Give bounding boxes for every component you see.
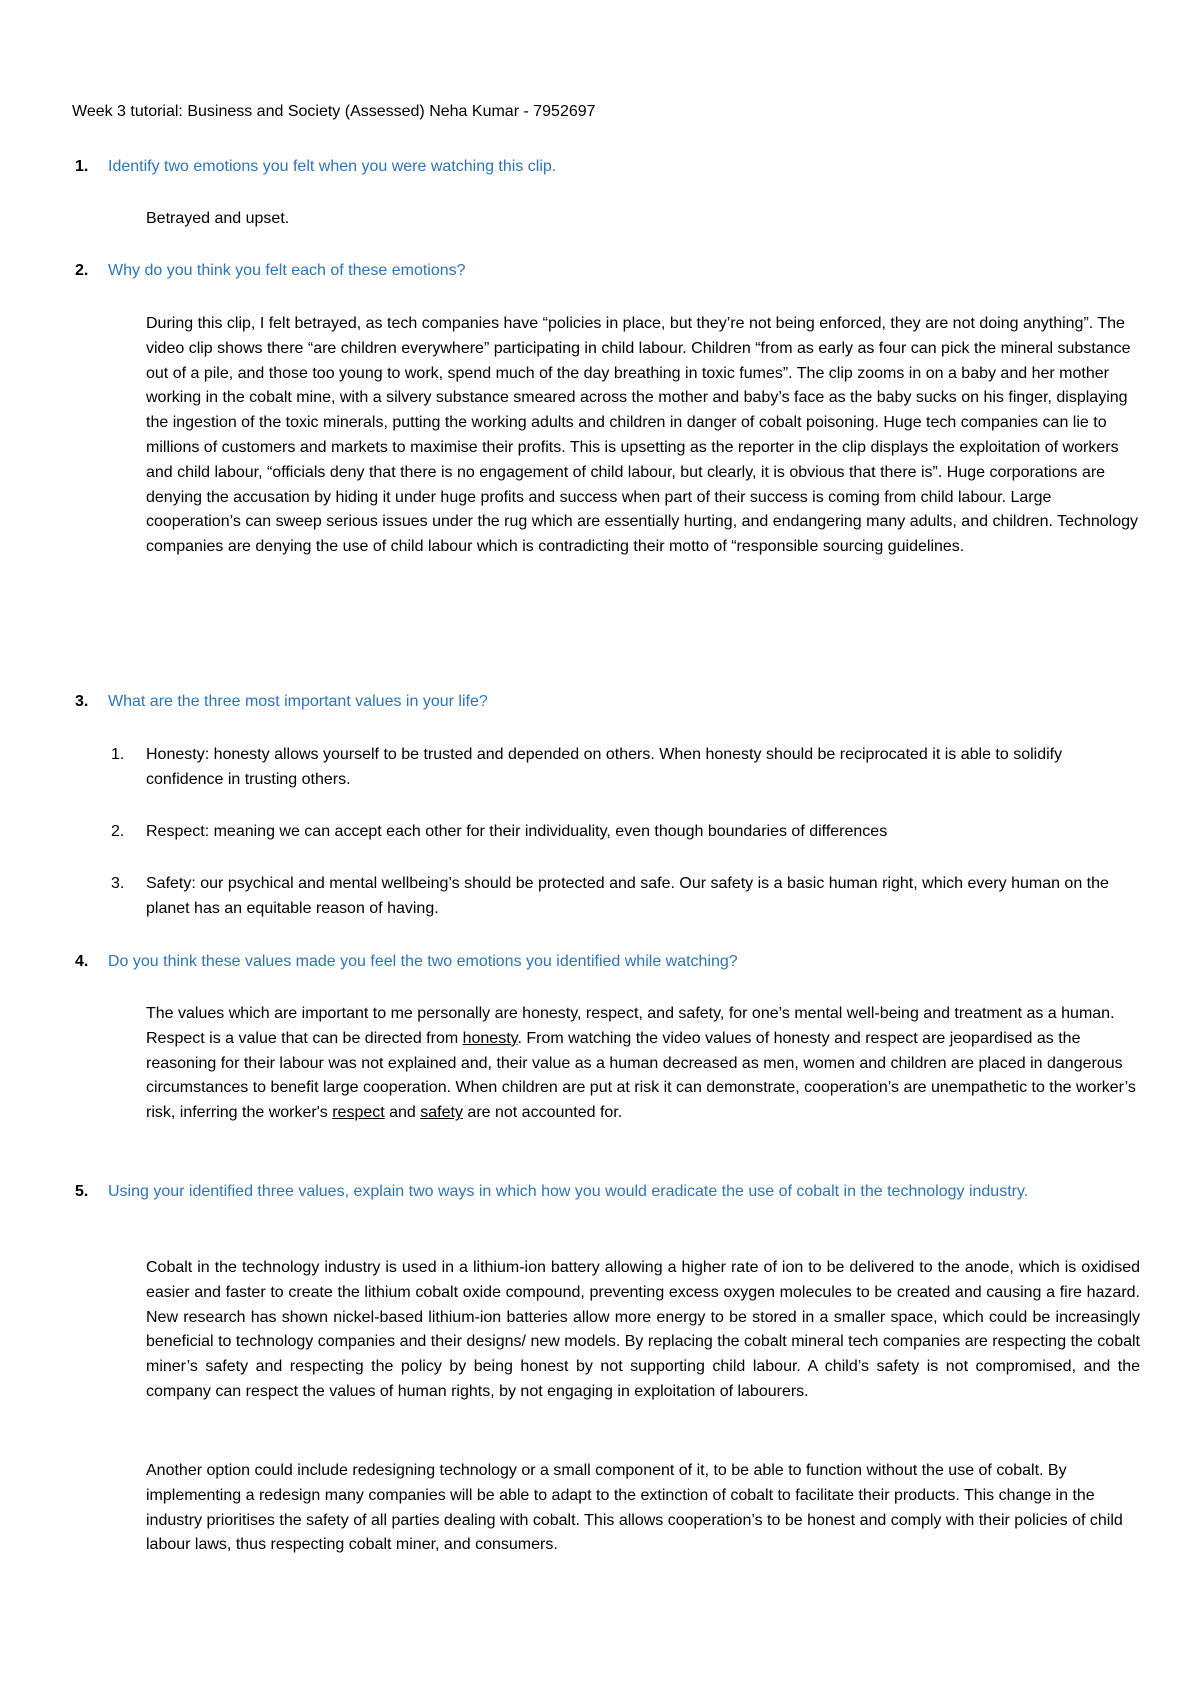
question-4-text: Do you think these values made you feel the two emotions you identified while watching? [108, 953, 738, 970]
question-1 [75, 155, 1140, 180]
question-5 [75, 1180, 1140, 1205]
answer-4-underlined-respect: respect [332, 1104, 385, 1122]
document-title: Week 3 tutorial: Business and Society (Assessed) Neha Kumar - 7952697 [72, 103, 596, 120]
question-2 [75, 259, 1140, 284]
answer-5-paragraph-2: Another option could include redesigning technology or a small component of it, to be able to function without the use of cobalt. By implementing a redesign many companies will be able to adapt to the extinction of cobalt to facilitate their products. This change in the industry prioritises the safety of all parties dealing with cobalt. This allows cooperation’s to be honest and comply with their policies of child labour laws, thus respecting cobalt miner, and consumers. [146, 1462, 1123, 1554]
question-5-number: 5. [75, 1183, 89, 1200]
answer-4-part-5: and [384, 1104, 421, 1122]
value-item-safety [111, 872, 1140, 922]
question-4 [75, 950, 1140, 975]
question-3-text: What are the three most important values in your life? [108, 693, 488, 710]
value-1-number: 1. [111, 746, 125, 763]
question-3 [75, 690, 1140, 715]
question-1-number: 1. [75, 158, 89, 175]
question-1-text: Identify two emotions you felt when you were watching this clip. [108, 158, 557, 175]
value-3-text: Safety: our psychical and mental wellbeing’s should be protected and safe. Our safety is a basic human right, which every human on the planet has an equitable reason of having. [146, 875, 1109, 917]
answer-4-part-3: . From watching the video values of honesty and respect are jeopardised as the reasoning for their labour was not explained and, their value as a human decreased as men, women and children are placed in dangerous circumstances to benefit large cooperation. When children are put at risk it can demonstrate, cooperation’s are unempathetic to the worker’s risk, inferring the worker's [146, 1029, 1136, 1122]
question-4-number: 4. [75, 953, 89, 970]
answer-2: During this clip, I felt betrayed, as tech companies have “policies in place, but they’re not being enforced, they are not doing anything”. The video clip shows there “are children everywhere” participating in child labour. Children “from as early as four can pick the mineral substance out of a pile, and those too young to work, spend much of the day breathing in toxic fumes”. The clip zooms in on a baby and her mother working in the cobalt mine, with a silvery substance smeared across the mother and baby’s face as the baby sucks on his finger, displaying the ingestion of the toxic minerals, putting the working adults and children in danger of cobalt poisoning. Huge tech companies can lie to millions of customers and markets to maximise their profits. This is upsetting as the reporter in the clip displays the exploitation of workers and child labour, “officials deny that there is no engagement of child labour, but clearly, it is obvious that there is”. Huge corporations are denying the accusation by hiding it under huge profits and success when part of their success is coming from child labour. Large cooperation’s can sweep serious issues under the rug which are essentially hurting, and endangering many adults, and children. Technology companies are denying the use of child labour which is contradicting their motto of “responsible sourcing guidelines. [146, 315, 1139, 556]
answer-4-underlined-honesty: honesty [462, 1029, 518, 1047]
value-2-text: Respect: meaning we can accept each other for their individuality, even though boundaries of differences [146, 823, 888, 840]
question-2-number: 2. [75, 262, 89, 279]
value-1-text: Honesty: honesty allows yourself to be trusted and depended on others. When honesty should be reciprocated it is able to solidify confidence in trusting others. [146, 746, 1063, 788]
answer-4-underlined-safety: safety [420, 1104, 463, 1122]
question-5-text: Using your identified three values, explain two ways in which how you would eradicate the use of cobalt in the technology industry. [108, 1183, 1029, 1200]
value-2-number: 2. [111, 823, 125, 840]
value-3-number: 3. [111, 875, 125, 892]
answer-4-part-7: are not accounted for. [462, 1104, 623, 1122]
answer-5-paragraph-1: Cobalt in the technology industry is used in a lithium-ion battery allowing a higher rate of ion to be delivered to the anode, which is oxidised easier and faster to create the lithium cobalt oxide compound, preventing excess oxygen molecules to be created and causing a fire hazard. New research has shown nickel-based lithium-ion batteries allow more energy to be stored in a smaller space, which could be increasingly beneficial to technology companies and their designs/ new models. By replacing the cobalt mineral tech companies are respecting the cobalt miner’s safety and respecting the policy by being honest by not supporting child labour. A child’s safety is not compromised, and the company can respect the values of human rights, by not engaging in exploitation of labourers. [146, 1259, 1140, 1400]
value-item-honesty [111, 743, 1140, 793]
answer-4 [146, 1002, 1140, 1126]
answer-1: Betrayed and upset. [146, 210, 290, 227]
answer-4-part-1: The values which are important to me personally are honesty, respect, and safety, for one’s mental well-being and treatment as a human. Respect is a value that can be directed from [146, 1005, 1115, 1047]
question-3-number: 3. [75, 693, 89, 710]
value-item-respect [111, 820, 1140, 845]
question-2-text: Why do you think you felt each of these emotions? [108, 262, 466, 279]
